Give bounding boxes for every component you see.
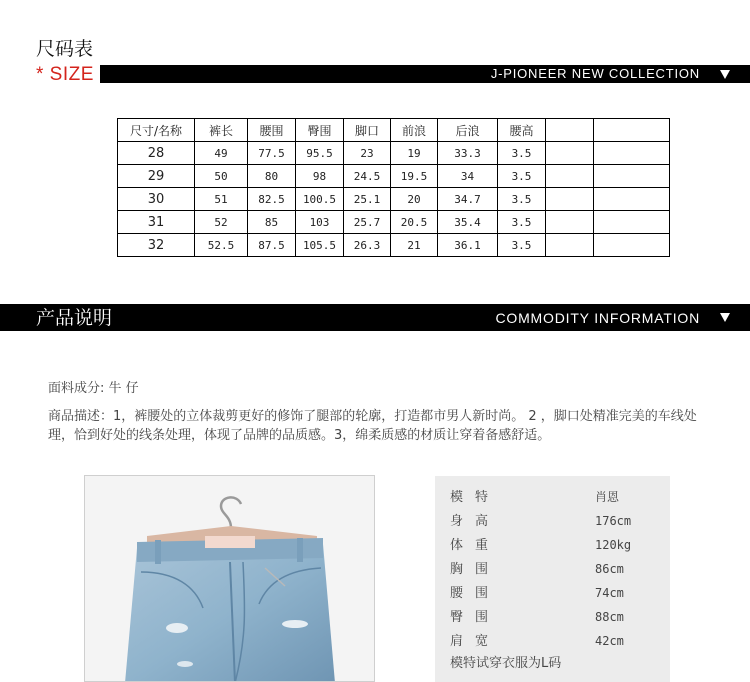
triangle-down-icon xyxy=(720,70,730,79)
model-info-value: 176cm xyxy=(595,514,632,528)
model-info-row xyxy=(450,606,624,625)
product-header-bar xyxy=(0,304,750,331)
table-cell: 98 xyxy=(296,165,344,188)
table-header-row xyxy=(118,119,670,142)
model-info-value: 88cm xyxy=(595,610,624,624)
model-info-label: 模特 xyxy=(450,490,501,505)
table-row xyxy=(118,165,670,188)
model-info-label: 腰围 xyxy=(450,586,501,601)
product-section-title: 产品说明 xyxy=(36,307,113,329)
table-cell: 30 xyxy=(118,188,195,211)
model-info-label: 胸围 xyxy=(450,562,501,577)
table-cell: 33.3 xyxy=(438,142,498,165)
table-cell: 34.7 xyxy=(438,188,498,211)
header-cell: 后浪 xyxy=(438,119,498,142)
fabric-composition: 面料成分: 牛 仔 xyxy=(48,381,139,396)
table-cell xyxy=(594,188,670,211)
table-cell xyxy=(594,211,670,234)
table-cell: 3.5 xyxy=(498,142,546,165)
table-cell: 36.1 xyxy=(438,234,498,257)
collection-label: J-PIONEER NEW COLLECTION xyxy=(490,66,700,81)
model-info-row xyxy=(450,486,619,505)
table-cell: 20.5 xyxy=(391,211,438,234)
model-info-value: 74cm xyxy=(595,586,624,600)
table-cell: 51 xyxy=(195,188,248,211)
table-row xyxy=(118,142,670,165)
table-cell: 23 xyxy=(344,142,391,165)
model-info-label: 体重 xyxy=(450,538,501,553)
table-cell: 50 xyxy=(195,165,248,188)
table-cell: 52.5 xyxy=(195,234,248,257)
table-cell xyxy=(594,165,670,188)
table-cell: 3.5 xyxy=(498,211,546,234)
header-cell xyxy=(594,119,670,142)
table-cell: 80 xyxy=(248,165,296,188)
table-cell: 19.5 xyxy=(391,165,438,188)
table-cell: 82.5 xyxy=(248,188,296,211)
model-info-value: 肖恩 xyxy=(595,490,620,504)
table-cell: 100.5 xyxy=(296,188,344,211)
table-cell: 77.5 xyxy=(248,142,296,165)
model-info-value: 120kg xyxy=(595,538,632,552)
header-cell: 臀围 xyxy=(296,119,344,142)
table-cell: 29 xyxy=(118,165,195,188)
table-cell xyxy=(546,142,594,165)
table-cell xyxy=(546,165,594,188)
header-cell xyxy=(546,119,594,142)
model-info-value: 42cm xyxy=(595,634,624,648)
table-cell: 34 xyxy=(438,165,498,188)
model-info-row xyxy=(450,630,624,649)
model-info-panel xyxy=(435,476,670,682)
table-cell: 3.5 xyxy=(498,234,546,257)
model-info-row xyxy=(450,510,631,529)
model-info-row xyxy=(450,558,624,577)
size-chart-title: 尺码表 xyxy=(36,38,94,60)
table-cell: 87.5 xyxy=(248,234,296,257)
header-cell: 脚口 xyxy=(344,119,391,142)
size-header-bar xyxy=(100,65,750,83)
table-cell: 21 xyxy=(391,234,438,257)
table-row xyxy=(118,188,670,211)
table-cell: 85 xyxy=(248,211,296,234)
table-row xyxy=(118,211,670,234)
table-cell xyxy=(546,188,594,211)
table-cell: 49 xyxy=(195,142,248,165)
product-description: 商品描述：1，裤腰处的立体裁剪更好的修饰了腿部的轮廓，打造都市男人新时尚。 2 ，脚口处精准完美的车线处理，恰到好处的线条处理，体现了品牌的品质感。3，绵柔质感的材质让穿着备感舒适。 xyxy=(48,409,697,443)
table-cell: 3.5 xyxy=(498,188,546,211)
table-cell: 25.1 xyxy=(344,188,391,211)
model-size-note: 模特试穿衣服为L码 xyxy=(450,656,562,671)
table-cell: 103 xyxy=(296,211,344,234)
table-cell: 26.3 xyxy=(344,234,391,257)
table-cell: 35.4 xyxy=(438,211,498,234)
header-cell: 裤长 xyxy=(195,119,248,142)
header-cell: 尺寸/名称 xyxy=(118,119,195,142)
triangle-down-icon xyxy=(720,313,730,322)
model-info-row xyxy=(450,582,624,601)
table-cell: 28 xyxy=(118,142,195,165)
model-info-label: 身高 xyxy=(450,514,501,529)
model-info-label: 肩宽 xyxy=(450,634,501,649)
table-cell xyxy=(546,234,594,257)
header-cell: 前浪 xyxy=(391,119,438,142)
model-info-label: 臀围 xyxy=(450,610,501,625)
table-cell xyxy=(546,211,594,234)
table-row xyxy=(118,234,670,257)
model-info-value: 86cm xyxy=(595,562,624,576)
table-cell: 20 xyxy=(391,188,438,211)
table-cell xyxy=(594,142,670,165)
table-cell: 31 xyxy=(118,211,195,234)
table-cell: 3.5 xyxy=(498,165,546,188)
commodity-label: COMMODITY INFORMATION xyxy=(495,310,700,326)
product-photo xyxy=(84,475,375,682)
size-subtitle: * SIZE xyxy=(36,64,94,85)
model-info-row xyxy=(450,534,631,553)
table-cell: 105.5 xyxy=(296,234,344,257)
header-cell: 腰围 xyxy=(248,119,296,142)
table-cell: 52 xyxy=(195,211,248,234)
table-cell: 95.5 xyxy=(296,142,344,165)
table-cell: 19 xyxy=(391,142,438,165)
table-cell: 25.7 xyxy=(344,211,391,234)
table-cell xyxy=(594,234,670,257)
size-table xyxy=(117,118,670,257)
header-cell: 腰高 xyxy=(498,119,546,142)
table-cell: 32 xyxy=(118,234,195,257)
table-cell: 24.5 xyxy=(344,165,391,188)
jeans-on-hanger-illustration xyxy=(85,476,375,682)
